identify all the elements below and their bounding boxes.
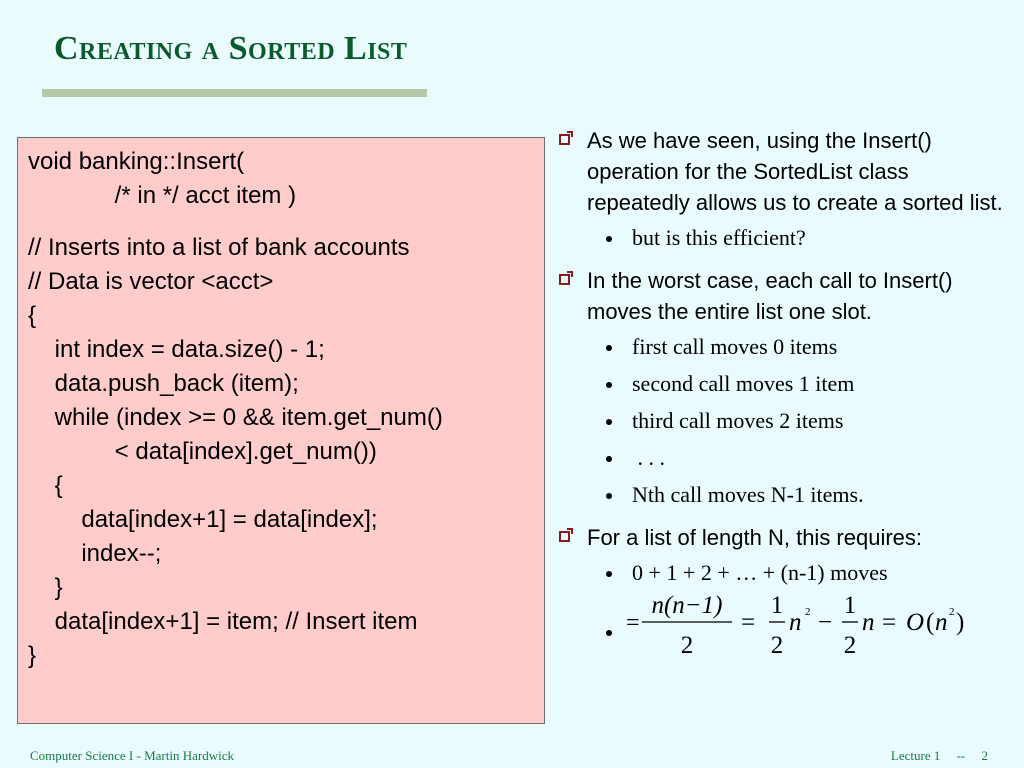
sub-bullet-list xyxy=(556,223,1011,253)
square-bullet-icon xyxy=(559,274,570,285)
sub-bullet-text: first call moves 0 items xyxy=(632,334,838,359)
bullet-item xyxy=(556,125,1011,253)
dot-bullet-icon xyxy=(606,630,612,636)
fraction-numerator: 1 xyxy=(843,592,857,619)
fraction-numerator: 1 xyxy=(770,592,784,619)
dot-bullet-icon xyxy=(606,493,612,499)
sub-bullet-text: second call moves 1 item xyxy=(632,371,855,396)
code-line: data.push_back (item); xyxy=(28,370,299,397)
code-line: while (index >= 0 && item.get_num() xyxy=(28,404,443,431)
formula-variable: n xyxy=(862,609,875,636)
complexity-formula xyxy=(624,591,984,661)
code-line: void banking::Insert( xyxy=(28,148,245,175)
formula-equals: = xyxy=(741,609,756,636)
code-line: data[index+1] = data[index]; xyxy=(28,506,378,533)
code-line: index--; xyxy=(28,540,162,567)
fraction-numerator: n(n−1) xyxy=(651,592,723,619)
square-bullet-icon xyxy=(559,531,570,542)
formula-paren: ( xyxy=(926,609,935,636)
formula-paren: ) xyxy=(956,609,965,636)
dot-bullet-icon xyxy=(606,571,612,577)
footer-lecture-page: Lecture 1 -- 2 xyxy=(890,748,988,763)
formula-exponent: 2 xyxy=(949,606,955,618)
formula-lead-equals: = xyxy=(626,610,640,636)
dot-bullet-icon xyxy=(606,419,612,425)
bullet-panel xyxy=(556,125,1011,673)
square-bullet-icon xyxy=(559,134,570,145)
code-line: data[index+1] = item; // Insert item xyxy=(28,608,418,635)
dot-bullet-icon xyxy=(606,236,612,242)
sub-bullet-text: Nth call moves N-1 items. xyxy=(632,482,864,507)
sub-bullet-list xyxy=(556,558,1011,661)
code-line: /* in */ acct item ) xyxy=(28,182,297,209)
code-line: < data[index].get_num()) xyxy=(28,438,377,465)
formula-big-o: O xyxy=(906,609,925,636)
code-line: { xyxy=(28,302,37,329)
formula-variable: n xyxy=(789,609,802,636)
sub-bullet-list xyxy=(556,332,1011,510)
bullet-item xyxy=(556,265,1011,510)
bullet-text: As we have seen, using the Insert() operation for the SortedList class repeatedly allows us to create a sorted list. xyxy=(587,128,1003,215)
sub-bullet-text: but is this efficient? xyxy=(632,225,806,250)
sub-bullet-text: third call moves 2 items xyxy=(632,408,844,433)
fraction-denominator: 2 xyxy=(770,632,784,659)
fraction-denominator: 2 xyxy=(843,632,857,659)
formula-minus: − xyxy=(818,609,833,636)
formula-item xyxy=(606,591,1011,661)
code-line: } xyxy=(28,574,63,601)
formula-variable: n xyxy=(935,609,948,636)
dot-bullet-icon xyxy=(606,345,612,351)
sub-bullet-item xyxy=(606,332,1011,362)
sub-bullet-item xyxy=(606,558,1011,588)
code-line: // Data is vector <acct> xyxy=(28,268,274,295)
sub-bullet-item xyxy=(606,223,1011,253)
sub-bullet-text: . . . xyxy=(632,445,665,470)
dot-bullet-icon xyxy=(606,456,612,462)
code-line: { xyxy=(28,472,63,499)
sub-bullet-item xyxy=(606,369,1011,399)
code-line: // Inserts into a list of bank accounts xyxy=(28,234,410,261)
sub-bullet-text: 0 + 1 + 2 + … + (n-1) moves xyxy=(632,560,888,585)
footer-author: Computer Science I - Martin Hardwick xyxy=(30,748,234,763)
title-underline xyxy=(42,89,427,97)
bullet-item xyxy=(556,522,1011,661)
fraction-denominator: 2 xyxy=(680,632,694,659)
bullet-text: In the worst case, each call to Insert() moves the entire list one slot. xyxy=(587,268,953,324)
dot-bullet-icon xyxy=(606,382,612,388)
sub-bullet-item xyxy=(606,480,1011,510)
code-blank-line xyxy=(28,213,534,231)
sub-bullet-item xyxy=(606,443,1011,473)
code-line: int index = data.size() - 1; xyxy=(28,336,325,363)
formula-equals: = xyxy=(882,609,897,636)
code-line: } xyxy=(28,642,37,669)
bullet-text: For a list of length N, this requires: xyxy=(587,525,923,550)
sub-bullet-item xyxy=(606,406,1011,436)
slide-title: Creating a Sorted List xyxy=(54,30,408,67)
code-box xyxy=(17,137,545,724)
formula-exponent: 2 xyxy=(805,606,811,618)
